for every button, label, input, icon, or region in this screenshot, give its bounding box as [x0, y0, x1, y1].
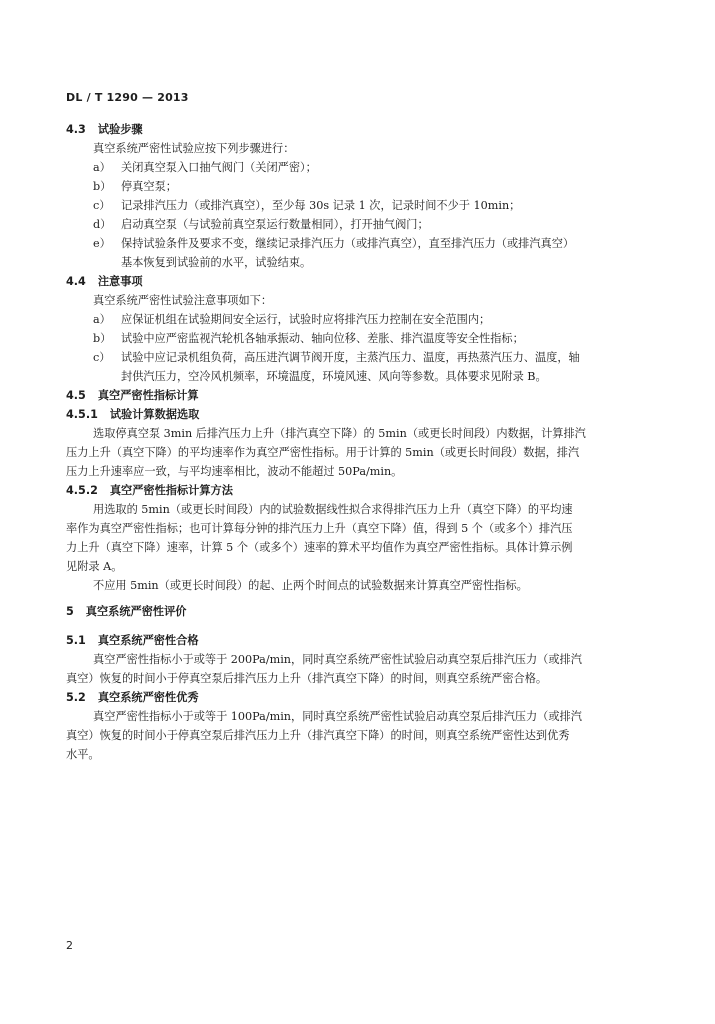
paragraph-line: 力上升（真空下降）速率，计算 5 个（或多个）速率的算术平均值作为真空严密性指标。具体计算示例	[66, 541, 573, 554]
section-4-5-heading: 4.5 真空严密性指标计算	[66, 389, 199, 402]
section-title: 试验步骤	[97, 123, 143, 136]
paragraph-line: 率作为真空严密性指标；也可计算每分钟的排汽压力上升（真空下降）值，得到 5 个（或多个）排汽压	[66, 522, 573, 535]
paragraph-line: 真空）恢复的时间小于停真空泵后排汽压力上升（排汽真空下降）的时间，则真空系统严密性达到优秀	[66, 729, 570, 742]
section-4-4-intro: 真空系统严密性试验注意事项如下：	[93, 294, 273, 307]
paragraph-line: 水平。	[66, 748, 100, 761]
section-5-1-heading: 5.1 真空系统严密性合格	[66, 634, 199, 647]
paragraph-line: 真空严密性指标小于或等于 100Pa/min，同时真空系统严密性试验启动真空泵后排汽压力（或排汽	[93, 710, 582, 723]
paragraph-line: 见附录 A。	[66, 560, 123, 573]
section-5-heading: 5 真空系统严密性评价	[66, 605, 187, 618]
paragraph-line: 压力上升（真空下降）的平均速率作为真空严密性指标。用于计算的 5min（或更长时间段）数据，排汽	[66, 446, 580, 459]
list-item-continuation: 基本恢复到试验前的水平，试验结束。	[121, 256, 312, 269]
paragraph-line: 用选取的 5min（或更长时间段）内的试验数据线性拟合求得排汽压力上升（真空下降）的平均速	[93, 503, 573, 516]
section-4-5-2-heading: 4.5.2 真空严密性指标计算方法	[66, 484, 233, 497]
paragraph-line: 真空）恢复的时间小于停真空泵后排汽压力上升（排汽真空下降）的时间，则真空系统严密合格。	[66, 672, 548, 685]
section-number: 4.3	[66, 123, 86, 136]
document-page: DL / T 1290 — 2013 4.3 试验步骤 真空系统严密性试验应按下列步骤进行： a） 关闭真空泵入口抽气阀门（关闭严密）； b） 停真空泵； c） 记录排汽压力（或排汽真空），至少每 30s 记录 1 次，记录时间不少于 10min； d） 启动真空泵（与试验前真空泵运行数量相同），打开抽气阀门； e） 保持试验条件及要求不变，继续记录排汽压力（或排汽真空），直至排汽压力（或排汽真空） 基本恢复到试验前的水平，试验结束。 4.4 注意事项 真空系统严密性试验注意事项如下： a） 应保证机组在试验期间安全运行，试验时应将排汽压力控制在安全范围内； b） 试验中应严密监视汽轮机各轴承振动、轴向位移、差胀、排汽温度等安全性指标； c） 试验中应记录机组负荷，高压进汽调节阀开度，主蒸汽压力、温度，再热蒸汽压力、温度，轴 封供汽压力，空冷风机频率，环境温度，环境风速、风向等参数。具体要求见附录 B。 4.5 真空严密性指标计算 4.5.1 试验计算数据选取 选取停真空泵 3min 后排汽压力上升（排汽真空下降）的 5min（或更长时间段）内数据，计算排汽 压力上升（真空下降）的平均速率作为真空严密性指标。用于计算的 5min（或更长时间段）数据，排汽 压力上升速率应一致，与平均速率相比，波动不能超过 50Pa/min。 4.5.2 真空严密性指标计算方法 用选取的 5min（或更长时间段）内的试验数据线性拟合求得排汽压力上升（真空下降）的平均速 率作为真空严密性指标；也可计算每分钟的排汽压力上升（真空下降）值，得到 5 个（或多个）排汽压 力上升（真空下降）速率，计算 5 个（或多个）速率的算术平均值作为真空严密性指标。具体计算示例 见附录 A。 不应用 5min（或更长时间段）的起、止两个时间点的试验数据来计算真空严密性指标。 5 真空系统严密性评价 5.1 真空系统严密性合格 真空严密性指标小于或等于 200Pa/min，同时真空系统严密性试验启动真空泵后排汽压力（或排汽 真空）恢复的时间小于停真空泵后排汽压力上升（排汽真空下降）的时间，则真空系统严密合格。 5.2 真空系统严密性优秀 真空严密性指标小于或等于 100Pa/min，同时真空系统严密性试验启动真空泵后排汽压力（或排汽 真空）恢复的时间小于停真空泵后排汽压力上升（排汽真空下降）的时间，则真空系统严密性达到优秀 水平。 2	[66, 91, 586, 952]
section-5-2-heading: 5.2 真空系统严密性优秀	[66, 691, 199, 704]
standard-code-header: DL / T 1290 — 2013	[66, 91, 189, 104]
section-4-5-1-heading: 4.5.1 试验计算数据选取	[66, 408, 200, 421]
paragraph-line: 压力上升速率应一致，与平均速率相比，波动不能超过 50Pa/min。	[66, 465, 403, 478]
paragraph-line: 选取停真空泵 3min 后排汽压力上升（排汽真空下降）的 5min（或更长时间段）内数据，计算排汽	[93, 427, 586, 440]
section-4-4-heading: 4.4 注意事项	[66, 275, 143, 288]
paragraph-line: 不应用 5min（或更长时间段）的起、止两个时间点的试验数据来计算真空严密性指标。	[93, 579, 528, 592]
page-number: 2	[66, 939, 73, 952]
paragraph-line: 真空严密性指标小于或等于 200Pa/min，同时真空系统严密性试验启动真空泵后排汽压力（或排汽	[93, 653, 582, 666]
list-item-continuation: 封供汽压力，空冷风机频率，环境温度，环境风速、风向等参数。具体要求见附录 B。	[121, 370, 547, 383]
section-4-3-intro: 真空系统严密性试验应按下列步骤进行：	[93, 142, 295, 155]
section-4-3-heading	[66, 123, 143, 137]
